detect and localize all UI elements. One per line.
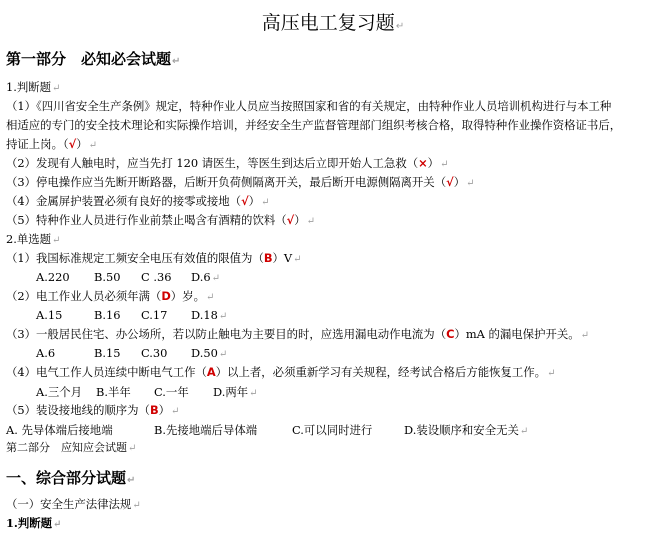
paragraph-mark: ↵ xyxy=(218,311,228,322)
single-answer: C xyxy=(446,327,455,341)
paragraph-mark: ↵ xyxy=(547,368,556,379)
option: B.15 xyxy=(94,346,121,360)
option: A.15 xyxy=(36,308,63,322)
judge-answer: √ xyxy=(446,175,454,189)
judge-q2: （2）发现有人触电时，应当先打 120 请医生，等医生到达后立即开始人工急救（×）↵ xyxy=(6,156,449,170)
paragraph-mark: ↵ xyxy=(53,519,62,530)
judge2-heading: 1.判断题↵ xyxy=(6,516,62,530)
sub-heading: （一）安全生产法律法规↵ xyxy=(6,497,141,511)
judge-q4: （4）金属屏护装置必须有良好的接零或接地（√）↵ xyxy=(6,194,270,208)
single-q1-options xyxy=(36,270,220,284)
single-q5: （5）装设接地线的顺序为（B）↵ xyxy=(6,403,180,417)
option: A. 先导体端后接地端 xyxy=(6,423,113,437)
option: D.18 xyxy=(191,308,218,322)
judge-q5: （5）特种作业人员进行作业前禁止喝含有酒精的饮料（√）↵ xyxy=(6,213,316,227)
paragraph-mark: ↵ xyxy=(519,426,529,437)
single-q2: （2）电工作业人员必须年满（D）岁。↵ xyxy=(6,289,215,303)
paragraph-mark: ↵ xyxy=(132,500,141,511)
option: C.一年 xyxy=(154,385,189,399)
part1-heading: 第一部分 必知必会试题↵ xyxy=(6,50,181,68)
single-answer: B xyxy=(263,251,273,265)
option: D.装设顺序和安全无关 xyxy=(404,423,519,437)
single-q1: （1）我国标准规定工频安全电压有效值的限值为（B）V↵ xyxy=(6,251,302,265)
paragraph-mark: ↵ xyxy=(218,349,228,360)
option: B.半年 xyxy=(96,385,131,399)
option: B.16 xyxy=(94,308,121,322)
paragraph-mark: ↵ xyxy=(249,388,258,399)
paragraph-mark: ↵ xyxy=(52,235,61,246)
single-q4: （4）电气工作人员连续中断电气工作（A）以上者，必须重新学习有关规程，经考试合格后方能恢复工作。↵ xyxy=(6,365,556,379)
judge-answer: √ xyxy=(68,137,77,151)
single-q4-options xyxy=(36,384,258,400)
option: D.50 xyxy=(191,346,218,360)
paragraph-mark: ↵ xyxy=(52,83,61,94)
option: C.30 xyxy=(141,346,168,360)
option: A.6 xyxy=(36,346,56,360)
single-q5-options xyxy=(6,422,528,438)
paragraph-mark: ↵ xyxy=(440,159,449,170)
paragraph-mark: ↵ xyxy=(306,216,316,227)
judge-q1-line2: 相适应的专门的安全技术理论和实际操作培训，并经安全生产监督管理部门组织考核合格，取得特种作业操作资格证书后， xyxy=(6,118,622,132)
paragraph-mark: ↵ xyxy=(580,330,590,341)
paragraph-mark: ↵ xyxy=(171,406,180,417)
option: D.6 xyxy=(191,270,211,284)
single-answer: B xyxy=(149,403,159,417)
judge-answer: √ xyxy=(241,194,249,208)
paragraph-mark: ↵ xyxy=(88,140,98,151)
option: C.17 xyxy=(141,308,168,322)
paragraph-mark: ↵ xyxy=(293,254,302,265)
judge-q1-line1: （1）《四川省安全生产条例》规定，特种作业人员应当按照国家和省的有关规定，由特种作业人员培训机构进行与本工种 xyxy=(6,99,612,113)
paragraph-mark: ↵ xyxy=(211,273,220,284)
paragraph-mark: ↵ xyxy=(466,178,475,189)
paragraph-mark: ↵ xyxy=(261,197,270,208)
judge-q3: （3）停电操作应当先断开断路器，后断开负荷侧隔离开关，最后断开电源侧隔离开关（√）↵ xyxy=(6,175,475,189)
single-q2-options xyxy=(36,308,227,322)
judge-answer: √ xyxy=(286,213,295,227)
section1-heading: 一、综合部分试题↵ xyxy=(6,469,136,487)
option: A.三个月 xyxy=(36,385,83,399)
paragraph-mark: ↵ xyxy=(172,56,181,67)
paragraph-mark: ↵ xyxy=(127,475,136,486)
part2-heading: 第二部分 应知应会试题↵ xyxy=(6,441,137,454)
single-heading: 2.单选题↵ xyxy=(6,232,61,246)
document-title: 高压电工复习题↵ xyxy=(261,12,405,34)
single-q3-options xyxy=(36,346,227,360)
paragraph-mark: ↵ xyxy=(395,21,405,32)
option: C .36 xyxy=(141,270,172,284)
option: A.220 xyxy=(36,270,70,284)
option: C.可以同时进行 xyxy=(292,423,373,437)
judge-heading: 1.判断题↵ xyxy=(6,80,61,94)
single-q3: （3）一般居民住宅、办公场所，若以防止触电为主要目的时，应选用漏电动作电流为（C）mA 的漏电保护开关。↵ xyxy=(6,327,590,341)
option: B.先接地端后导体端 xyxy=(154,423,258,437)
single-answer: D xyxy=(161,289,171,303)
paragraph-mark: ↵ xyxy=(205,292,215,303)
option: B.50 xyxy=(94,270,121,284)
single-answer: A xyxy=(206,365,216,379)
judge-q1-line3: 持证上岗。（√）↵ xyxy=(6,137,98,151)
paragraph-mark: ↵ xyxy=(128,443,137,454)
option: D.两年 xyxy=(213,385,249,399)
judge-answer: × xyxy=(418,156,428,170)
